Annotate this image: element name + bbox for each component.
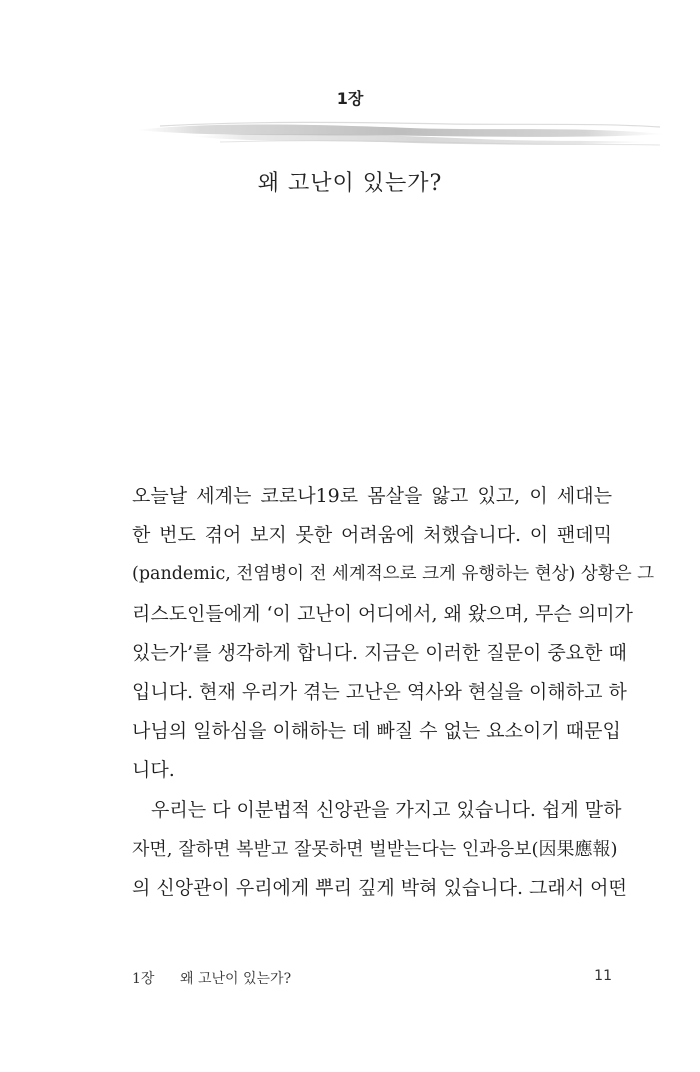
paragraph [132,791,627,909]
chapter-title: 왜 고난이 있는가? [257,171,443,196]
brush-stroke-divider [130,112,670,152]
page-footer [132,968,612,988]
footer-chapter: 1장 [132,971,155,987]
text-line: 자면, 잘하면 복받고 잘못하면 벌받는다는 인과응보(因果應報) [132,838,618,860]
chapter-label: 1장 [336,89,364,108]
text-line: 입니다. 현재 우리가 겪는 고난은 역사와 현실을 이해하고 하 [132,680,627,703]
paragraph [132,477,655,791]
text-line: 니다. [132,759,175,782]
text-line: (pandemic, 전염병이 전 세계적으로 크게 유행하는 현상) 상황은 그 [132,564,655,585]
text-line: 나님의 일하심을 이해하는 데 빠질 수 없는 요소이기 때문입 [132,720,621,743]
body-text [132,477,655,908]
text-line: 우리는 다 이분법적 신앙관을 가지고 있습니다. 쉽게 말하 [151,798,622,821]
text-line: 있는가’를 생각하게 합니다. 지금은 이러한 질문이 중요한 때 [132,641,627,664]
page-number: 11 [594,968,612,984]
footer-title: 왜 고난이 있는가? [180,971,292,987]
text-line: 오늘날 세계는 코로나19로 몸살을 앓고 있고, 이 세대는 [132,485,612,507]
text-line: 한 번도 겪어 보지 못한 어려움에 처했습니다. 이 팬데믹 [132,524,612,547]
text-line: 리스도인들에게 ‘이 고난이 어디에서, 왜 왔으며, 무슨 의미가 [132,602,633,625]
text-line: 의 신앙관이 우리에게 뿌리 깊게 박혀 있습니다. 그래서 어떤 [132,876,627,899]
